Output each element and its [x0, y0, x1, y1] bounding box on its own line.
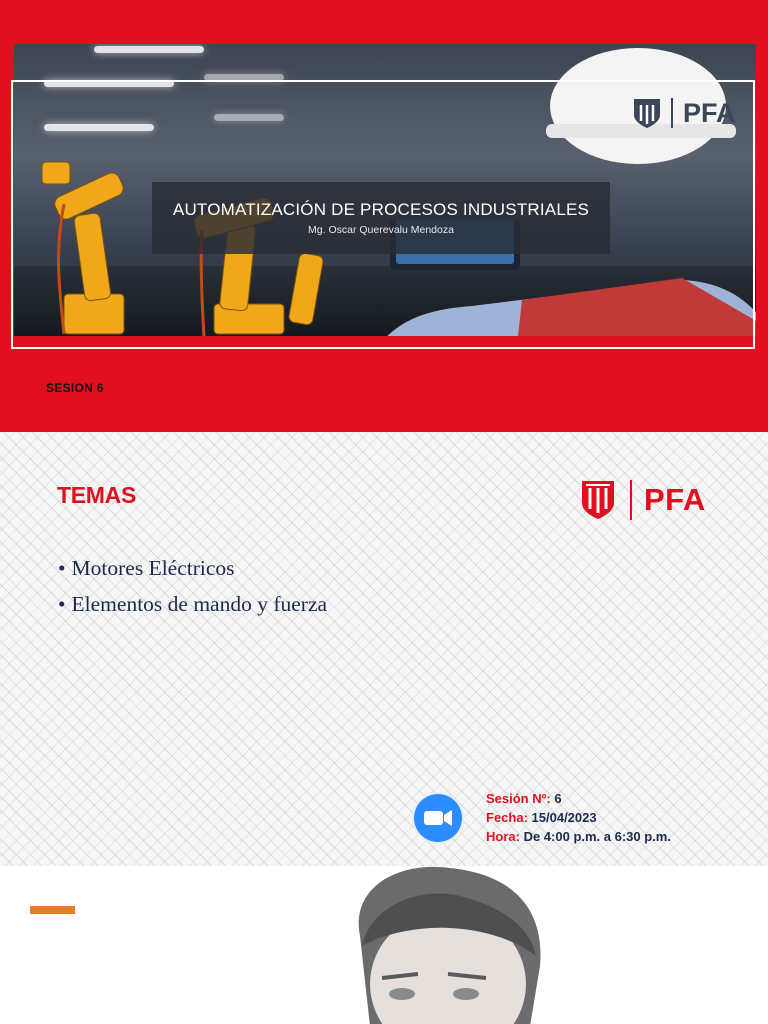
topic-item: • Motores Eléctricos: [58, 550, 327, 586]
video-camera-icon[interactable]: [414, 794, 462, 842]
topic-item: • Elementos de mando y fuerza: [58, 586, 327, 622]
session-number-value: 6: [554, 791, 562, 806]
session-number-label: Sesión Nº:: [486, 791, 551, 806]
session-date-value: 15/04/2023: [531, 810, 597, 825]
logo-text: PFA: [644, 482, 706, 517]
topics-slide: [0, 432, 768, 866]
logo-text: PFA: [683, 97, 736, 128]
session-time-row: [486, 827, 671, 846]
session-number-row: [486, 789, 671, 808]
accent-dash: [30, 906, 75, 914]
pfa-logo: [580, 478, 706, 522]
session-time-value: De 4:00 p.m. a 6:30 p.m.: [523, 829, 671, 844]
shield-logo-icon: [580, 479, 616, 521]
shield-logo-icon: [632, 97, 662, 129]
hero-logo: [632, 96, 736, 130]
course-title: AUTOMATIZACIÓN DE PROCESOS INDUSTRIALES: [172, 200, 590, 219]
logo-divider: [671, 98, 673, 128]
session-time-label: Hora:: [486, 829, 520, 844]
topics-list: [58, 550, 327, 622]
session-info: [486, 789, 671, 846]
session-date-row: [486, 808, 671, 827]
title-slide: [0, 0, 768, 432]
session-date-label: Fecha:: [486, 810, 528, 825]
instructor-slide: [0, 866, 768, 1024]
topics-heading: TEMAS: [57, 482, 137, 508]
instructor-name: Mg. Oscar Querevalu Mendoza: [308, 224, 454, 236]
instructor-photo: [340, 866, 555, 1024]
session-label: SESION 6: [46, 381, 104, 395]
title-box: [152, 182, 610, 254]
logo-divider: [630, 480, 632, 520]
